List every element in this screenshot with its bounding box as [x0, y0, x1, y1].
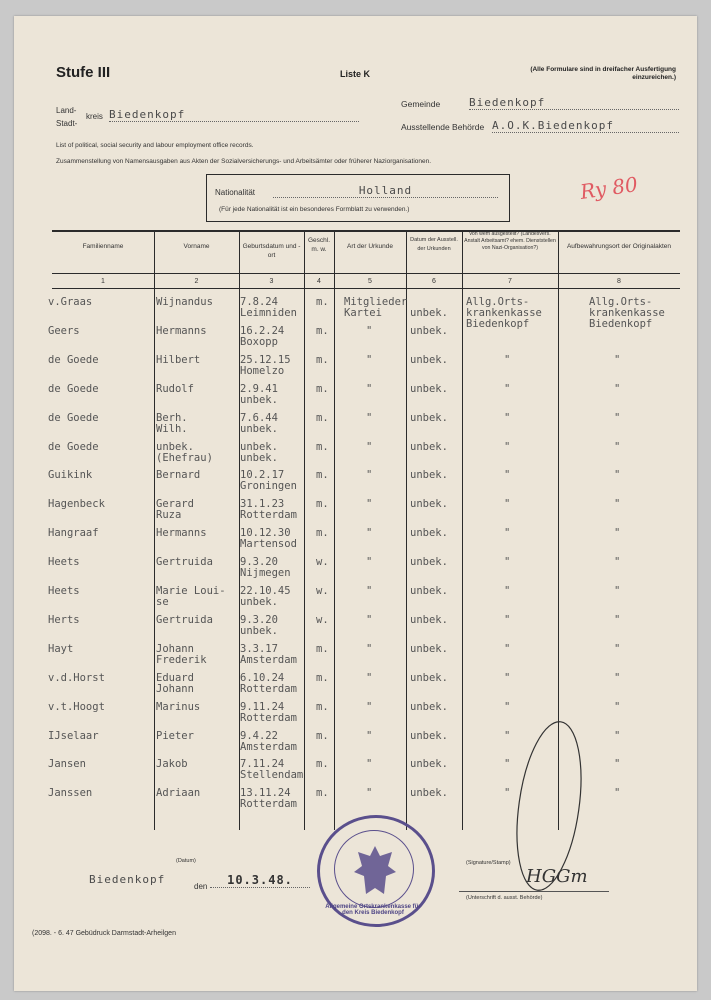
- red-handwritten-mark: Ry 80: [578, 172, 640, 204]
- signature-caption-2: (Unterschrift d. ausst. Behörde): [466, 895, 543, 901]
- cell-birth: 9.11.24: [240, 700, 285, 713]
- printer-note: (2098. - 6. 47 Gebüdruck Darmstadt-Arheilgen: [32, 930, 176, 937]
- cell-issuer: ": [504, 411, 511, 424]
- cell-place: ": [614, 671, 621, 684]
- cell-birth: 13.11.24: [240, 787, 291, 800]
- cell-issuer: ": [504, 671, 511, 684]
- column-number-4: 4: [317, 278, 321, 285]
- cell-type: ": [366, 440, 373, 453]
- cell-first: Berh.: [156, 411, 188, 424]
- cell-sub-birth: Stellendam: [240, 769, 304, 782]
- cell-first: Adriaan: [156, 787, 201, 800]
- cell-first: Pieter: [156, 729, 194, 742]
- cell-sub-birth: Nijmegen: [240, 567, 291, 580]
- cell-name: Heets: [48, 556, 80, 569]
- cell-sex: w.: [316, 585, 329, 597]
- cell-date: unbek.: [410, 440, 448, 453]
- column-header-4: Geschl. m. w.: [307, 237, 331, 253]
- nationality-value: Holland: [273, 184, 498, 198]
- cell-birth: 10.2.17: [240, 469, 285, 482]
- cell-type: ": [366, 469, 373, 482]
- official-stamp: [317, 815, 435, 927]
- column-number-8: 8: [617, 278, 621, 285]
- cell-name: IJselaar: [48, 729, 99, 742]
- behoerde-label: Ausstellende Behörde: [401, 122, 485, 132]
- cell-birth: 22.10.45: [240, 585, 291, 597]
- cell-date: unbek.: [410, 498, 448, 511]
- cell-name: Hagenbeck: [48, 498, 105, 511]
- cell-place: ": [614, 411, 621, 424]
- gemeinde-value: Biedenkopf: [469, 96, 679, 110]
- cell-issuer: ": [504, 556, 511, 569]
- column-header-3: Geburtsdatum und -ort: [242, 243, 301, 259]
- cell-date: unbek.: [410, 758, 448, 771]
- cell-birth: unbek.: [240, 440, 278, 453]
- cell-first: Eduard: [156, 671, 194, 684]
- cell-place: ": [614, 585, 621, 597]
- cell-birth: 7.11.24: [240, 758, 285, 771]
- cell-place: ": [614, 382, 621, 395]
- stamp-text: Allgemeine Ortskrankenkasse für den Kreis Biedenkopf: [325, 904, 421, 916]
- cell-date: unbek.: [410, 382, 448, 395]
- cell-sub-birth: Amsterdam: [240, 740, 297, 753]
- land-label: Land-: [56, 106, 77, 115]
- cell-first: Hilbert: [156, 353, 201, 366]
- cell-sub-birth: Groningen: [240, 480, 297, 493]
- cell-sex: m.: [316, 296, 329, 308]
- cell-type: ": [366, 613, 373, 626]
- cell-birth: 9.3.20: [240, 556, 278, 569]
- cell-sub-birth: Homelzo: [240, 364, 285, 377]
- cell-sex: m.: [316, 440, 329, 453]
- cell-date: unbek.: [410, 642, 448, 655]
- cell-type: ": [366, 585, 373, 597]
- cell-place: ": [614, 758, 621, 771]
- cell-first: Hermanns: [156, 324, 207, 337]
- cell-date: unbek.: [410, 353, 448, 366]
- cell-name: de Goede: [48, 411, 99, 424]
- column-number-1: 1: [101, 278, 105, 285]
- kreis-value: Biedenkopf: [109, 108, 359, 122]
- handwritten-signature: HGGm: [526, 866, 588, 887]
- cell-date: unbek.: [410, 556, 448, 569]
- cell-sub-first: (Ehefrau): [156, 451, 213, 464]
- cell-sex: m.: [316, 382, 329, 395]
- cell-place: ": [614, 613, 621, 626]
- cell-name: Herts: [48, 613, 80, 626]
- cell-type: ": [366, 411, 373, 424]
- cell-name: de Goede: [48, 353, 99, 366]
- cell-type: ": [366, 353, 373, 366]
- cell-date: unbek.: [410, 613, 448, 626]
- cell-birth: 7.8.24: [240, 296, 278, 308]
- cell-sub-birth: Leimniden: [240, 307, 297, 319]
- cell-type: ": [366, 729, 373, 742]
- cell-type: ": [366, 382, 373, 395]
- cell-sex: m.: [316, 411, 329, 424]
- cell-sub-birth: unbek.: [240, 596, 278, 608]
- signature-line: [459, 891, 609, 892]
- german-description: Zusammenstellung von Namensausgaben aus Akten der Sozialversicherungs- und Arbeitsämter oder früherer Naziorganisationen.: [56, 158, 432, 165]
- cell-issuer: ": [504, 642, 511, 655]
- column-header-1: Familienname: [82, 243, 124, 250]
- cell-birth: 7.6.44: [240, 411, 278, 424]
- cell-place: ": [614, 700, 621, 713]
- cell-issuer: ": [504, 498, 511, 511]
- cell-first: unbek.: [156, 440, 194, 453]
- cell-sub-type: Kartei: [344, 307, 382, 319]
- cell-name: de Goede: [48, 382, 99, 395]
- cell-type: ": [366, 787, 373, 800]
- gemeinde-label: Gemeinde: [401, 99, 441, 109]
- cell-sub-first: Frederik: [156, 653, 207, 666]
- column-number-6: 6: [432, 278, 436, 285]
- cell-sub-first: Wilh.: [156, 422, 188, 435]
- column-number-2: 2: [194, 278, 199, 285]
- cell-sub-birth: Rotterdam: [240, 509, 297, 522]
- cell-type: ": [366, 700, 373, 713]
- cell-issuer: ": [504, 729, 511, 742]
- cell-sub-birth: Rotterdam: [240, 682, 297, 695]
- cell-sub-issuer: krankenkasse: [466, 307, 542, 319]
- cell-birth: 6.10.24: [240, 671, 285, 684]
- cell-issuer: ": [504, 787, 511, 800]
- form-sheet: [14, 16, 697, 991]
- cell-sex: w.: [316, 613, 329, 626]
- cell-first: Gertruida: [156, 556, 213, 569]
- cell-sex: w.: [316, 556, 329, 569]
- cell-issuer: ": [504, 527, 511, 540]
- cell-sex: m.: [316, 642, 329, 655]
- cell-name: Hangraaf: [48, 527, 99, 540]
- cell-sex: m.: [316, 729, 329, 742]
- cell-date: unbek.: [410, 787, 448, 800]
- cell-name: Janssen: [48, 787, 93, 800]
- nationality-box: [206, 174, 510, 222]
- cell-birth: 9.3.20: [240, 613, 278, 626]
- cell-place: ": [614, 498, 621, 511]
- cell-sub-birth: Boxopp: [240, 335, 278, 348]
- cell-sub-birth: unbek.: [240, 422, 278, 435]
- cell-issuer: ": [504, 353, 511, 366]
- column-number-3: 3: [269, 278, 274, 285]
- cell-sub-birth: Amsterdam: [240, 653, 297, 666]
- cell-date: unbek.: [410, 585, 448, 597]
- cell-place: ": [614, 353, 621, 366]
- cell-type: ": [366, 671, 373, 684]
- cell-first: Bernard: [156, 469, 201, 482]
- cell-sex: m.: [316, 700, 329, 713]
- table-num-divider: [52, 288, 680, 289]
- table-column-divider: [304, 230, 305, 830]
- cell-type: Mitglieder: [344, 296, 408, 308]
- table-column-divider: [334, 230, 335, 830]
- cell-issuer: ": [504, 469, 511, 482]
- nationality-label: Nationalität: [215, 188, 256, 197]
- cell-date: unbek.: [410, 324, 448, 337]
- column-header-7: von wem ausgestellt? (Landesvers. Anstalt Arbeitsamt? ehem. Dienststellen von Nazi-Organisation?): [464, 231, 556, 251]
- cell-name: v.t.Hoogt: [48, 700, 105, 713]
- cell-place: ": [614, 556, 621, 569]
- table-column-divider: [462, 230, 463, 830]
- cell-type: ": [366, 556, 373, 569]
- cell-type: ": [366, 498, 373, 511]
- cell-issuer: ": [504, 585, 511, 597]
- cell-name: Jansen: [48, 758, 86, 771]
- cell-date: unbek.: [410, 469, 448, 482]
- cell-sex: m.: [316, 787, 329, 800]
- cell-sub-first: Ruza: [156, 509, 182, 522]
- cell-sex: m.: [316, 671, 329, 684]
- cell-place: Allg.Orts-: [589, 296, 653, 308]
- column-header-8: Aufbewahrungsort der Originalakten: [566, 243, 672, 250]
- cell-name: Guikink: [48, 469, 93, 482]
- cell-place: ": [614, 729, 621, 742]
- cell-sub-date: unbek.: [410, 307, 448, 319]
- footer-date: 10.3.48.: [210, 873, 310, 888]
- nationality-note: (Für jede Nationalität ist ein besonderes Formblatt zu verwenden.): [219, 206, 410, 213]
- cell-first: Hermanns: [156, 527, 207, 540]
- cell-sub-first: Johann: [156, 682, 194, 695]
- cell-issuer: ": [504, 382, 511, 395]
- cell-name: Hayt: [48, 642, 74, 655]
- cell-first: Gertruida: [156, 613, 213, 626]
- cell-place: ": [614, 440, 621, 453]
- cell-name: Geers: [48, 324, 80, 337]
- cell-sex: m.: [316, 324, 329, 337]
- cell-type: ": [366, 324, 373, 337]
- cell-sub2-place: Biedenkopf: [589, 318, 653, 330]
- eagle-emblem-icon: [350, 842, 400, 898]
- cell-type: ": [366, 642, 373, 655]
- cell-date: unbek.: [410, 527, 448, 540]
- cell-issuer: Allg.Orts-: [466, 296, 530, 308]
- cell-name: v.Graas: [48, 296, 93, 308]
- column-header-2: Vorname: [183, 243, 210, 250]
- table-column-divider: [406, 230, 407, 830]
- cell-sub-birth: Rotterdam: [240, 711, 297, 724]
- signature-caption: (Signature/Stamp): [466, 860, 511, 866]
- cell-place: ": [614, 527, 621, 540]
- cell-sub-place: krankenkasse: [589, 307, 665, 319]
- cell-date: unbek.: [410, 411, 448, 424]
- cell-first: Gerard: [156, 498, 194, 511]
- table-head-divider: [52, 273, 680, 274]
- column-header-6: Datum der Ausstell. der Urkunden: [410, 237, 458, 252]
- cell-name: Heets: [48, 585, 80, 597]
- cell-sex: m.: [316, 498, 329, 511]
- cell-place: ": [614, 469, 621, 482]
- cell-issuer: ": [504, 613, 511, 626]
- cell-sub-birth: unbek.: [240, 393, 278, 406]
- cell-name: v.d.Horst: [48, 671, 105, 684]
- cell-sub-birth: Rotterdam: [240, 798, 297, 811]
- stadt-label: Stadt-: [56, 119, 78, 128]
- table-top-border: [52, 230, 680, 232]
- cell-sub-birth: unbek.: [240, 624, 278, 637]
- cell-birth: 9.4.22: [240, 729, 278, 742]
- cell-date: unbek.: [410, 700, 448, 713]
- cell-first: Marinus: [156, 700, 201, 713]
- cell-sub-birth: unbek.: [240, 451, 278, 464]
- stage-title: Stufe III: [56, 64, 111, 81]
- cell-type: ": [366, 758, 373, 771]
- cell-birth: 16.2.24: [240, 324, 285, 337]
- table-column-divider: [154, 230, 155, 830]
- cell-first: Rudolf: [156, 382, 194, 395]
- english-description: List of political, social security and labour employment office records.: [56, 142, 254, 149]
- cell-birth: 2.9.41: [240, 382, 278, 395]
- cell-type: ": [366, 527, 373, 540]
- cell-issuer: ": [504, 758, 511, 771]
- list-title: Liste K: [340, 69, 371, 79]
- date-caption: (Datum): [176, 858, 196, 864]
- cell-birth: 10.12.30: [240, 527, 291, 540]
- cell-date: unbek.: [410, 729, 448, 742]
- cell-sex: m.: [316, 353, 329, 366]
- footer-place: Biedenkopf: [89, 873, 166, 886]
- cell-issuer: ": [504, 440, 511, 453]
- cell-first: Marie Loui-: [156, 585, 226, 597]
- cell-birth: 25.12.15: [240, 353, 291, 366]
- cell-first: Jakob: [156, 758, 188, 771]
- den-label: den: [194, 882, 208, 891]
- cell-sub-birth: Martensod: [240, 538, 297, 551]
- column-number-7: 7: [508, 278, 512, 285]
- cell-date: unbek.: [410, 671, 448, 684]
- column-number-5: 5: [368, 278, 372, 285]
- column-header-5: Art der Urkunde: [347, 243, 393, 250]
- cell-first: Johann: [156, 642, 194, 655]
- cell-sub2-issuer: Biedenkopf: [466, 318, 530, 330]
- cell-sex: m.: [316, 758, 329, 771]
- cell-birth: 31.1.23: [240, 498, 285, 511]
- cell-name: de Goede: [48, 440, 99, 453]
- behoerde-value: A.O.K.Biedenkopf: [492, 119, 679, 133]
- cell-sex: m.: [316, 527, 329, 540]
- cell-birth: 3.3.17: [240, 642, 278, 655]
- kreis-label: kreis: [86, 112, 103, 121]
- cell-place: ": [614, 787, 621, 800]
- cell-issuer: ": [504, 700, 511, 713]
- cell-sex: m.: [316, 469, 329, 482]
- cell-first: Wijnandus: [156, 296, 213, 308]
- cell-sub-first: se: [156, 596, 169, 608]
- form-note: (Alle Formulare sind in dreifacher Ausfertigung einzureichen.): [530, 66, 676, 81]
- cell-place: ": [614, 642, 621, 655]
